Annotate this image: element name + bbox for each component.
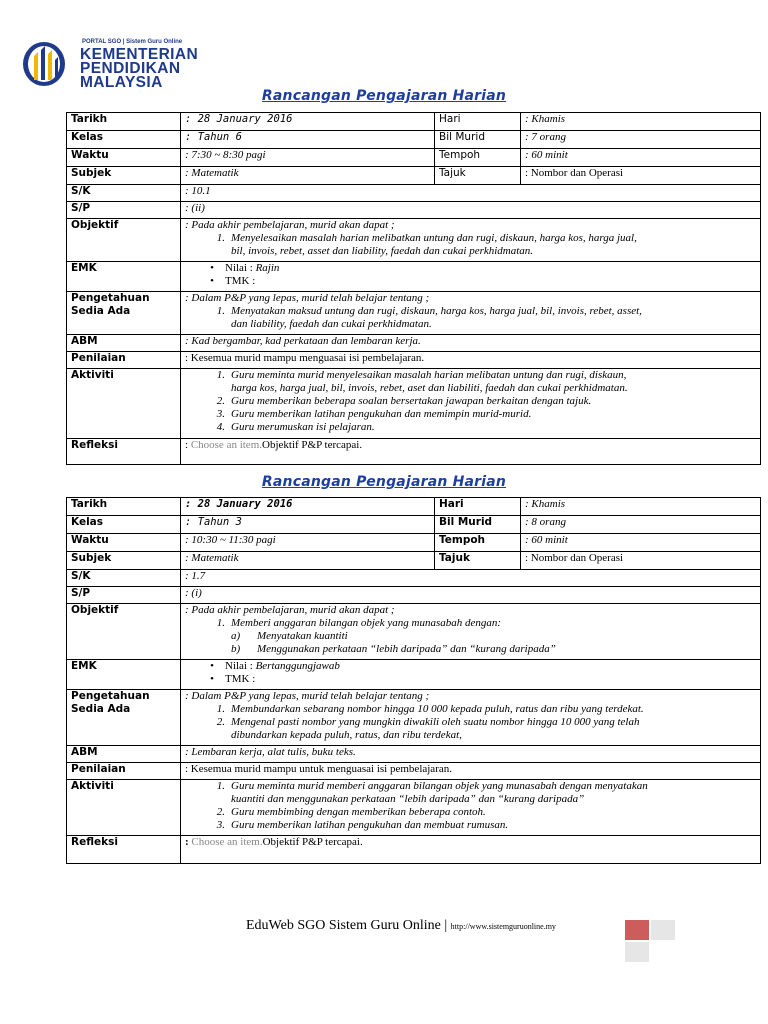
- item-continuation: kuantiti dan menggunakan perkataan “lebih daripada” dan “kurang daripada”: [231, 793, 585, 805]
- item-text: Menyelesaikan masalah harian melibatkan untung dan rugi, diskaun, harga kos, harga jual,: [231, 232, 637, 244]
- plan-2-table: [66, 497, 761, 864]
- value-objektif: [181, 219, 761, 262]
- table-row: [67, 660, 761, 690]
- table-row: [67, 690, 761, 746]
- label-sp: S/P: [67, 202, 181, 219]
- label-hari: Hari: [435, 113, 521, 131]
- item-continuation: bil, invois, rebet, asset dan liability, faedah dan cukai perkhidmatan.: [231, 245, 534, 257]
- item-text: Menyatakan kuantiti: [257, 630, 348, 642]
- decor-square-grey: [625, 942, 649, 962]
- footer-brand: EduWeb SGO Sistem Guru Online |: [246, 918, 451, 933]
- item-number: 1.: [216, 232, 225, 244]
- value-abm: : Lembaran kerja, alat tulis, buku teks.: [181, 746, 761, 763]
- item-number: 2.: [216, 716, 225, 728]
- emk-nilai-value: Bertanggungjawab: [255, 660, 340, 672]
- item-number: b): [231, 643, 241, 655]
- plan-1-table: [66, 112, 761, 465]
- item-number: 1.: [216, 369, 225, 381]
- value-sk: : 10.1: [181, 185, 761, 202]
- label-sp: S/P: [67, 587, 181, 604]
- emk-nilai-label: Nilai :: [225, 660, 256, 672]
- label-abm: ABM: [67, 335, 181, 352]
- list-item: [185, 232, 756, 245]
- list-item: [185, 305, 756, 318]
- label-penilaian: Penilaian: [67, 352, 181, 369]
- table-row: [67, 516, 761, 534]
- item-text: Membundarkan sebarang nombor hingga 10 000 kepada puluh, ratus dan ribu yang terdekat.: [231, 703, 644, 715]
- value-tajuk: : Nombor dan Operasi: [521, 167, 761, 185]
- list-item: [185, 673, 756, 686]
- refleksi-dropdown[interactable]: Choose an item.: [191, 836, 263, 848]
- refleksi-colon: :: [185, 439, 191, 451]
- table-row: [67, 746, 761, 763]
- logo-line-1: KEMENTERIAN: [80, 46, 199, 63]
- table-row: [67, 167, 761, 185]
- value-refleksi: [181, 439, 761, 465]
- table-row: [67, 780, 761, 836]
- value-refleksi: [181, 836, 761, 864]
- item-number: a): [231, 630, 241, 642]
- value-tarikh: : 28 January 2016: [181, 113, 435, 131]
- table-row: [67, 185, 761, 202]
- label-tajuk: Tajuk: [435, 552, 521, 570]
- table-row: [67, 202, 761, 219]
- value-emk: [181, 660, 761, 690]
- emk-nilai-value: Rajin: [255, 262, 280, 274]
- label-hari: Hari: [435, 498, 521, 516]
- bullet-icon: •: [210, 275, 214, 287]
- table-row: [67, 587, 761, 604]
- label-emk: EMK: [67, 262, 181, 292]
- decor-square-red: [625, 920, 649, 940]
- label-aktiviti: Aktiviti: [67, 369, 181, 439]
- portal-label: PORTAL SGO | Sistem Guru Online: [82, 39, 183, 45]
- label-bil-murid: Bil Murid: [435, 516, 521, 534]
- value-pengetahuan: [181, 292, 761, 335]
- label-pengetahuan-line1: Pengetahuan: [71, 292, 150, 304]
- table-row: [67, 335, 761, 352]
- pengetahuan-intro: : Dalam P&P yang lepas, murid telah belajar tentang ;: [185, 690, 430, 702]
- logo-line-3: MALAYSIA: [80, 74, 163, 91]
- table-row: [67, 219, 761, 262]
- list-item: [185, 275, 756, 288]
- label-refleksi: Refleksi: [67, 836, 181, 864]
- value-tarikh: : 28 January 2016: [181, 498, 435, 516]
- label-emk: EMK: [67, 660, 181, 690]
- table-row: [67, 498, 761, 516]
- label-kelas: Kelas: [67, 131, 181, 149]
- table-row: [67, 534, 761, 552]
- item-number: 3.: [216, 819, 225, 831]
- list-item: [185, 703, 756, 716]
- value-sk: : 1.7: [181, 570, 761, 587]
- value-kelas: : Tahun 6: [181, 131, 435, 149]
- label-tajuk: Tajuk: [435, 167, 521, 185]
- value-tempoh: : 60 minit: [521, 149, 761, 167]
- value-sp: : (i): [181, 587, 761, 604]
- item-continuation: dan liability, faedah dan cukai perkhidmatan.: [231, 318, 432, 330]
- value-bil-murid: : 8 orang: [521, 516, 761, 534]
- pengetahuan-intro: : Dalam P&P yang lepas, murid telah belajar tentang ;: [185, 292, 430, 304]
- label-tempoh: Tempoh: [435, 534, 521, 552]
- item-text: Memberi anggaran bilangan objek yang munasabah dengan:: [231, 617, 502, 629]
- label-waktu: Waktu: [67, 534, 181, 552]
- label-pengetahuan-line2: Sedia Ada: [71, 305, 131, 317]
- objektif-intro: : Pada akhir pembelajaran, murid akan dapat ;: [185, 604, 395, 616]
- item-text: Guru memberikan latihan pengukuhan dan memimpin murid-murid.: [231, 408, 532, 420]
- list-item: [185, 780, 756, 793]
- label-tarikh: Tarikh: [67, 498, 181, 516]
- list-item: [185, 408, 756, 421]
- value-penilaian: : Kesemua murid mampu menguasai isi pembelajaran.: [181, 352, 761, 369]
- value-hari: : Khamis: [521, 498, 761, 516]
- label-penilaian: Penilaian: [67, 763, 181, 780]
- item-text: Menyatakan maksud untung dan rugi, diskaun, harga kos, harga jual, bil, invois, rebet, asset,: [231, 305, 642, 317]
- table-row: [67, 552, 761, 570]
- item-number: 4.: [216, 421, 225, 433]
- emk-tmk-label: TMK :: [225, 673, 256, 685]
- bullet-icon: •: [210, 660, 214, 672]
- objektif-intro: : Pada akhir pembelajaran, murid akan dapat ;: [185, 219, 395, 231]
- label-subjek: Subjek: [67, 552, 181, 570]
- label-sk: S/K: [67, 185, 181, 202]
- label-abm: ABM: [67, 746, 181, 763]
- label-pengetahuan-line1: Pengetahuan: [71, 690, 150, 702]
- table-row: [67, 131, 761, 149]
- label-bil-murid: Bil Murid: [435, 131, 521, 149]
- label-subjek: Subjek: [67, 167, 181, 185]
- value-hari: : Khamis: [521, 113, 761, 131]
- emk-nilai-label: Nilai :: [225, 262, 256, 274]
- table-row: [67, 369, 761, 439]
- item-continuation: dibundarkan kepada puluh, ratus, dan ribu terdekat,: [231, 729, 462, 741]
- value-aktiviti: [181, 369, 761, 439]
- refleksi-dropdown[interactable]: Choose an item.: [190, 439, 262, 451]
- item-number: 1.: [216, 617, 225, 629]
- table-row: [67, 604, 761, 660]
- table-row: [67, 570, 761, 587]
- table-row: [67, 763, 761, 780]
- footer-url-link[interactable]: http://www.sistemguruonline.my: [450, 922, 556, 931]
- refleksi-colon: :: [185, 836, 192, 848]
- item-text: Guru memberikan latihan pengukuhan dan membuat rumusan.: [231, 819, 509, 831]
- label-pengetahuan: [67, 292, 181, 335]
- list-item: [185, 630, 756, 643]
- logo-line-2: PENDIDIKAN: [80, 60, 181, 77]
- item-text: Guru merumuskan isi pelajaran.: [231, 421, 375, 433]
- refleksi-text: Objektif P&P tercapai.: [262, 439, 363, 451]
- plan-1-title: Rancangan Pengajaran Harian: [261, 88, 507, 104]
- item-number: 1.: [216, 703, 225, 715]
- table-row: [67, 149, 761, 167]
- list-item: [185, 369, 756, 382]
- value-objektif: [181, 604, 761, 660]
- list-item: [185, 806, 756, 819]
- list-item: [185, 643, 756, 656]
- value-abm: : Kad bergambar, kad perkataan dan lembaran kerja.: [181, 335, 761, 352]
- value-bil-murid: : 7 orang: [521, 131, 761, 149]
- list-item: [185, 421, 756, 434]
- list-item: [185, 716, 756, 729]
- table-row: [67, 352, 761, 369]
- value-pengetahuan: [181, 690, 761, 746]
- table-row: [67, 292, 761, 335]
- value-sp: : (ii): [181, 202, 761, 219]
- label-refleksi: Refleksi: [67, 439, 181, 465]
- bullet-icon: •: [210, 262, 214, 274]
- emk-tmk-label: TMK :: [225, 275, 256, 287]
- list-item: [185, 660, 756, 673]
- label-tempoh: Tempoh: [435, 149, 521, 167]
- table-row: [67, 113, 761, 131]
- footer: [246, 918, 556, 934]
- item-text: Guru memberikan beberapa soalan bersertakan jawapan berkaitan dengan tajuk.: [231, 395, 592, 407]
- item-text: Guru membimbing dengan memberikan beberapa contoh.: [231, 806, 486, 818]
- list-item: [185, 395, 756, 408]
- value-penilaian: : Kesemua murid mampu untuk menguasai isi pembelajaran.: [181, 763, 761, 780]
- item-text: Guru meminta murid menyelesaikan masalah harian melibatan untung dan rugi, diskaun,: [231, 369, 627, 381]
- label-tarikh: Tarikh: [67, 113, 181, 131]
- table-row: [67, 439, 761, 465]
- bullet-icon: •: [210, 673, 214, 685]
- value-waktu: : 10:30 ~ 11:30 pagi: [181, 534, 435, 552]
- label-objektif: Objektif: [67, 219, 181, 262]
- refleksi-text: Objektif P&P tercapai.: [262, 836, 363, 848]
- label-objektif: Objektif: [67, 604, 181, 660]
- item-number: 2.: [216, 806, 225, 818]
- ministry-logo: [22, 38, 222, 94]
- label-kelas: Kelas: [67, 516, 181, 534]
- label-pengetahuan: [67, 690, 181, 746]
- value-waktu: : 7:30 ~ 8:30 pagi: [181, 149, 435, 167]
- list-item: [185, 819, 756, 832]
- value-subjek: : Matematik: [181, 552, 435, 570]
- table-row: [67, 262, 761, 292]
- value-aktiviti: [181, 780, 761, 836]
- item-continuation: harga kos, harga jual, bil, invois, rebet, aset dan liabiliti, faedah dan cukai perkhidmatan.: [231, 382, 628, 394]
- table-row: [67, 836, 761, 864]
- item-text: Mengenal pasti nombor yang mungkin diwakili oleh suatu nombor hingga 10 000 yang telah: [231, 716, 640, 728]
- decor-square-grey: [651, 920, 675, 940]
- item-number: 1.: [216, 780, 225, 792]
- label-pengetahuan-line2: Sedia Ada: [71, 703, 131, 715]
- label-aktiviti: Aktiviti: [67, 780, 181, 836]
- item-text: Guru meminta murid memberi anggaran bilangan objek yang munasabah dengan menyatakan: [231, 780, 648, 792]
- item-text: Menggunakan perkataan “lebih daripada” dan “kurang daripada”: [257, 643, 556, 655]
- plan-2-title: Rancangan Pengajaran Harian: [261, 474, 507, 490]
- value-kelas: : Tahun 3: [181, 516, 435, 534]
- item-number: 2.: [216, 395, 225, 407]
- value-subjek: : Matematik: [181, 167, 435, 185]
- label-waktu: Waktu: [67, 149, 181, 167]
- list-item: [185, 617, 756, 630]
- kpm-emblem-icon: [22, 38, 78, 88]
- label-sk: S/K: [67, 570, 181, 587]
- item-number: 1.: [216, 305, 225, 317]
- value-tajuk: : Nombor dan Operasi: [521, 552, 761, 570]
- value-emk: [181, 262, 761, 292]
- item-number: 3.: [216, 408, 225, 420]
- list-item: [185, 262, 756, 275]
- value-tempoh: : 60 minit: [521, 534, 761, 552]
